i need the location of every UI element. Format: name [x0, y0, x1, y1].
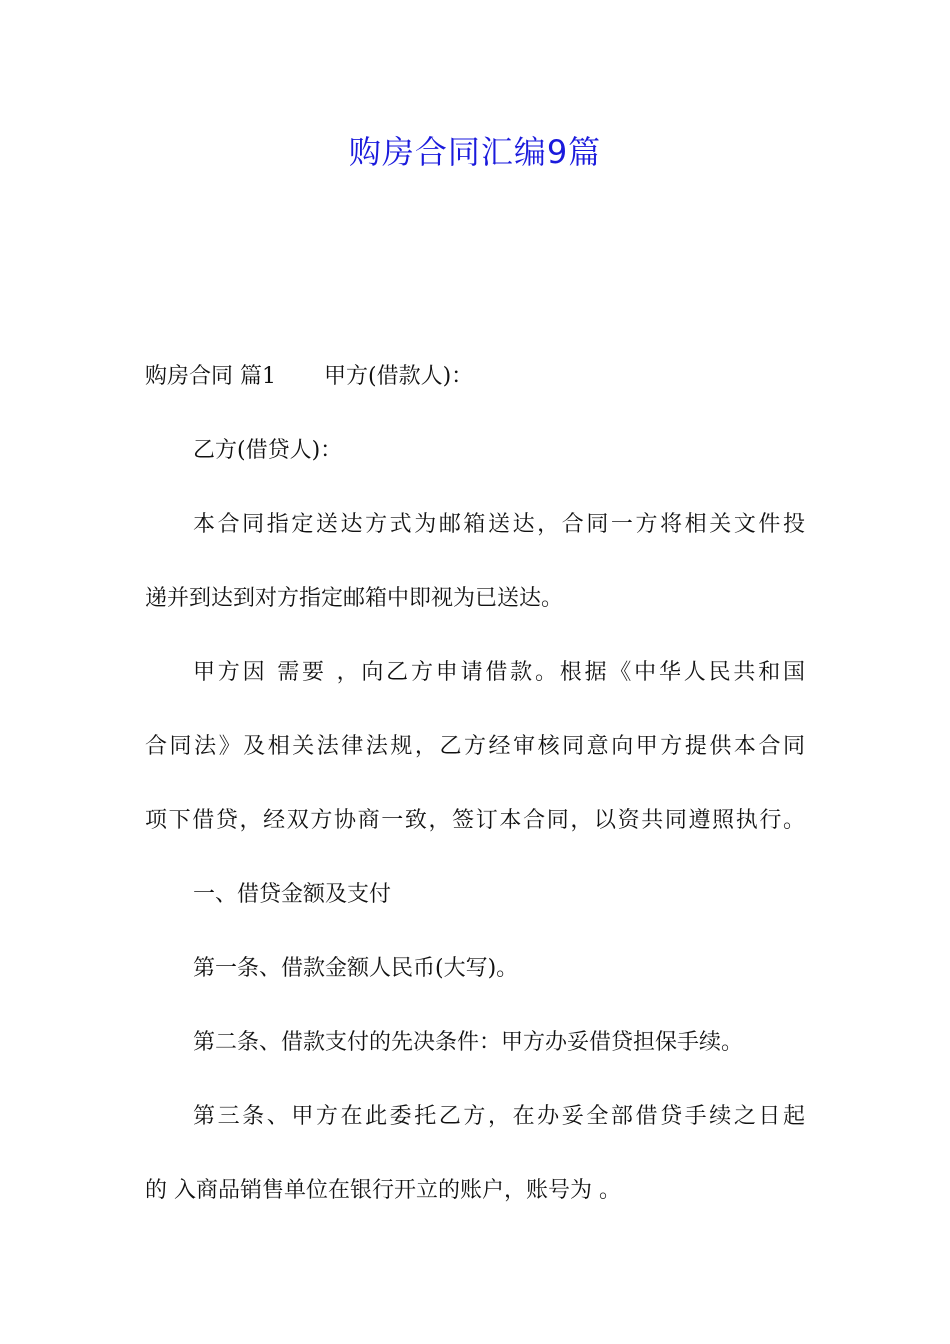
paragraph-line: 合同法》及相关法律法规，乙方经审核同意向甲方提供本合同 [145, 734, 805, 759]
contract-heading: 购房合同 篇1 [145, 364, 276, 389]
party-a-label: 甲方(借款人)： [324, 364, 474, 389]
paragraph-line: 第二条、借款支付的先决条件：甲方办妥借贷担保手续。 [193, 1030, 744, 1055]
paragraph-line: 乙方(借贷人)： [193, 438, 343, 463]
paragraph-line: 项下借贷，经双方协商一致，签订本合同，以资共同遵照执行。 [145, 808, 805, 833]
paragraph-line: 甲方因 需要 ，向乙方申请借款。根据《中华人民共和国 [193, 660, 805, 685]
paragraph-line [145, 340, 805, 414]
document-title: 购房合同汇编9篇 [348, 133, 602, 171]
document-body [145, 340, 805, 1228]
paragraph-line: 递并到达到对方指定邮箱中即视为已送达。 [145, 586, 564, 611]
section-heading: 一、借贷金额及支付 [193, 882, 392, 907]
paragraph-line: 的 入商品销售单位在银行开立的账户，账号为 。 [145, 1178, 621, 1203]
paragraph-line: 本合同指定送达方式为邮箱送达，合同一方将相关文件投 [193, 512, 805, 537]
paragraph-line: 第一条、借款金额人民币(大写)。 [193, 956, 519, 981]
paragraph-line: 第三条、甲方在此委托乙方，在办妥全部借贷手续之日起 [193, 1104, 805, 1129]
